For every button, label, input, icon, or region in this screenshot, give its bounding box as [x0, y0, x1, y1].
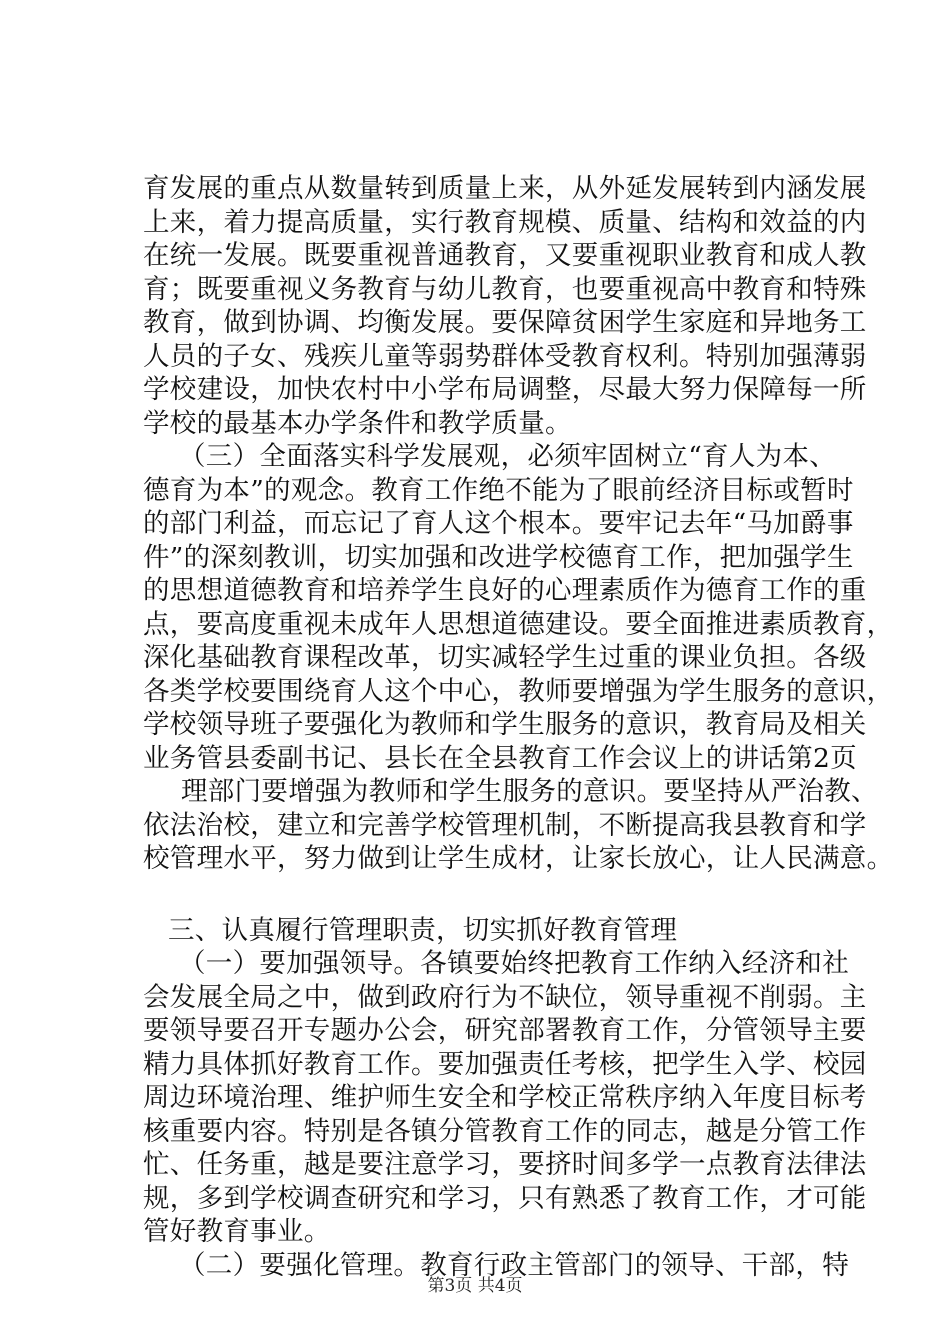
text-line: （二）要强化管理。教育行政主管部门的领导、干部，特 — [179, 1249, 849, 1281]
page-footer — [0, 1275, 950, 1297]
text-line: 依法治校，建立和完善学校管理机制，不断提高我县教育和学 — [143, 809, 867, 841]
text-line: 件”的深刻教训，切实加强和改进学校德育工作，把加强学生 — [143, 541, 854, 573]
text-line: 核重要内容。特别是各镇分管教育工作的同志，越是分管工作 — [143, 1115, 867, 1147]
page-number-label: 第3页 共4页 — [427, 1276, 523, 1296]
text-line: 各类学校要围绕育人这个中心，教师要增强为学生服务的意识， — [143, 675, 894, 707]
text-line: 的思想道德教育和培养学生良好的心理素质作为德育工作的重 — [143, 575, 867, 606]
text-line: 会发展全局之中，做到政府行为不缺位，领导重视不削弱。主 — [143, 981, 867, 1013]
text-line: 精力具体抓好教育工作。要加强责任考核，把学生入学、校园 — [143, 1048, 867, 1080]
text-line: 的部门利益，而忘记了育人这个根本。要牢记去年“马加爵事 — [143, 508, 854, 539]
text-line: 忙、任务重，越是要注意学习，要挤时间多学一点教育法律法 — [143, 1149, 867, 1180]
document-body — [143, 172, 894, 1282]
text-line: 业务管县委副书记、县长在全县教育工作会议上的讲话第2页 — [143, 742, 857, 774]
text-line: 学校建设，加快农村中小学布局调整，尽最大努力保障每一所 — [143, 374, 867, 405]
text-line: （三）全面落实科学发展观，必须牢固树立“育人为本、 — [179, 441, 837, 472]
text-line: 规，多到学校调查研究和学习，只有熟悉了教育工作，才可能 — [143, 1182, 867, 1214]
text-line: 校管理水平，努力做到让学生成材，让家长放心，让人民满意。 — [143, 843, 894, 874]
paragraph-gap — [143, 876, 843, 914]
text-line: （一）要加强领导。各镇要始终把教育工作纳入经济和社 — [179, 948, 849, 979]
text-line: 深化基础教育课程改革，切实减轻学生过重的课业负担。各级 — [143, 642, 867, 673]
text-line: 人员的子女、残疾儿童等弱势群体受教育权利。特别加强薄弱 — [143, 340, 867, 372]
text-line: 管好教育事业。 — [143, 1216, 331, 1247]
text-line: 周边环境治理、维护师生安全和学校正常秩序纳入年度目标考 — [143, 1082, 867, 1113]
text-line: 要领导要召开专题办公会，研究部署教育工作，分管领导主要 — [143, 1015, 867, 1046]
text-line: 学校的最基本办学条件和教学质量。 — [143, 407, 572, 439]
text-line: 德育为本”的观念。教育工作绝不能为了眼前经济目标或暂时 — [143, 474, 854, 506]
text-line: 教育，做到协调、均衡发展。要保障贫困学生家庭和异地务工 — [143, 307, 867, 338]
text-line: 育发展的重点从数量转到质量上来，从外延发展转到内涵发展 — [143, 173, 867, 204]
text-line: 上来，着力提高质量，实行教育规模、质量、结构和效益的内 — [143, 206, 867, 238]
text-line: 点，要高度重视未成年人思想道德建设。要全面推进素质教育， — [143, 608, 894, 640]
text-line: 育；既要重视义务教育与幼儿教育，也要重视高中教育和特殊 — [143, 273, 867, 305]
text-line: 在统一发展。既要重视普通教育，又要重视职业教育和成人教 — [143, 240, 867, 271]
section-heading: 三、认真履行管理职责，切实抓好教育管理 — [168, 914, 678, 946]
text-line: 理部门要增强为教师和学生服务的意识。要坚持从严治教、 — [181, 776, 878, 807]
text-line: 学校领导班子要强化为教师和学生服务的意识，教育局及相关 — [143, 709, 867, 740]
